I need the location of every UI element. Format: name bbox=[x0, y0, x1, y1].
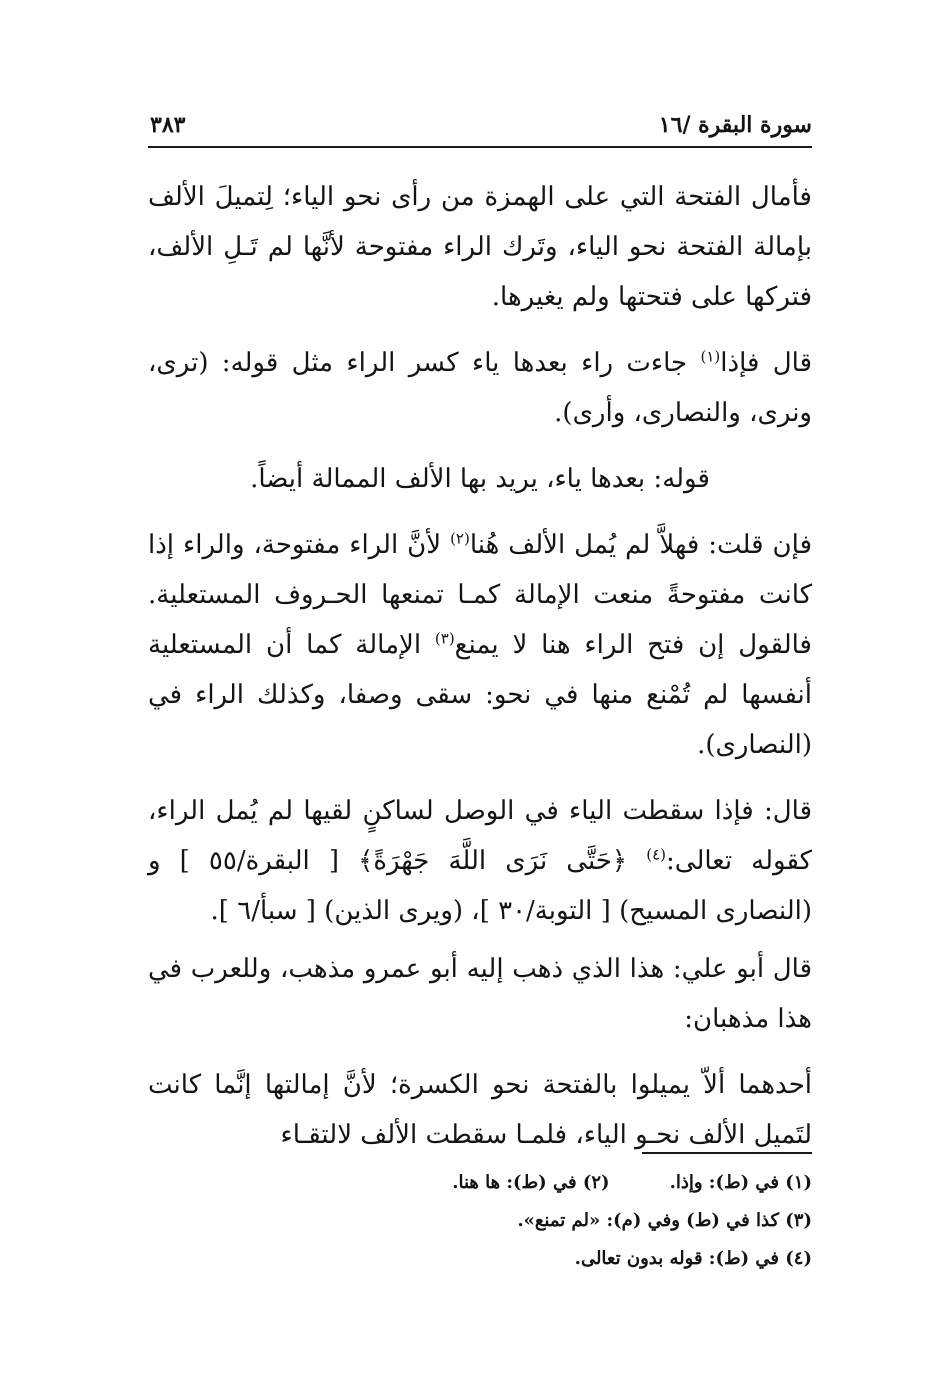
footnote-divider bbox=[642, 1152, 812, 1154]
paragraph-7: أحدهما ألاّ يميلوا بالفتحة نحو الكسرة؛ لأنَّ إمالتها إنَّما كانت لتَميل الألف نحـو الياء، فلمـا سقطت الألف لالتقـاء bbox=[148, 1070, 812, 1150]
footnote-row bbox=[148, 1164, 812, 1202]
paragraph-4-text-c: الإمالة كما أن المستعلية أنفسها لم تُمْنع منها في نحو: سقى وصفا، وكذلك الراء في (النصارى). bbox=[148, 630, 813, 760]
paragraph-6: قال أبو علي: هذا الذي ذهب إليه أبو عمرو مذهب، وللعرب في هذا مذهبان: bbox=[148, 954, 812, 1034]
footnote-4: (٤) في (ط): قوله بدون تعالى. bbox=[574, 1248, 812, 1269]
footnote-2: (٢) في (ط): ها هنا. bbox=[452, 1172, 610, 1193]
paragraph-4-text-a: فإن قلت: فهلاَّ لم يُمل الألف هُنا bbox=[469, 530, 812, 560]
footnote-ref-1: (١) bbox=[700, 347, 721, 366]
footnote-3: (٣) كذا في (ط) وفي (م): «لم تمنع». bbox=[517, 1210, 812, 1231]
paragraph-5-text-a: قال: فإذا سقطت الياء في الوصل لساكنٍ لقيها لم يُمل الراء، كقوله تعالى: bbox=[148, 796, 812, 876]
footnote-ref-4: (٤) bbox=[646, 845, 667, 864]
running-header bbox=[148, 108, 812, 148]
paragraph-5-text-b: ﴿حَتَّى نَرَى اللَّهَ جَهْرَةً﴾ [ البقرة/٥٥ ] و (النصارى المسيح) [ التوبة/٣٠ ]، (ويرى الذين) [ سبأ/٦ ]. bbox=[148, 846, 812, 926]
running-title: سورة البقرة /١٦ bbox=[658, 112, 812, 138]
paragraph-3: قوله: بعدها ياء، يريد بها الألف الممالة أيضاً. bbox=[250, 464, 710, 494]
paragraph-2 bbox=[148, 338, 812, 438]
footnote-ref-3: (٣) bbox=[434, 629, 455, 648]
paragraph-1: فأمال الفتحة التي على الهمزة من رأى نحو الياء؛ لِتميلَ الألف بإمالة الفتحة نحو الياء، وتَرك الراء مفتوحة لأنَّها لم تَـلِ الألف، فتركها على فتحتها ولم يغيرها. bbox=[148, 182, 812, 312]
footnote-ref-2: (٢) bbox=[450, 529, 470, 548]
paragraph-4 bbox=[148, 520, 812, 770]
footnote-1: (١) في (ط): وإذا. bbox=[669, 1172, 812, 1193]
paragraph-5 bbox=[148, 786, 812, 936]
page-number: ٣٨٣ bbox=[150, 112, 186, 138]
paragraph-2-text-b: جاءت راء بعدها ياء كسر الراء مثل قوله: (ترى، ونرى، والنصارى، وأرى). bbox=[148, 348, 812, 428]
paragraph-4-text-b: لأنَّ الراء مفتوحة، والراء إذا كانت مفتوحةً منعت الإمالة كمـا تمنعها الحـروف المستعلية. فالقول إن فتح الراء هنا لا يمنع bbox=[148, 530, 812, 660]
body-text bbox=[148, 172, 812, 1160]
paragraph-2-text-a: قال فإذا bbox=[720, 348, 812, 378]
footnotes bbox=[148, 1164, 812, 1278]
